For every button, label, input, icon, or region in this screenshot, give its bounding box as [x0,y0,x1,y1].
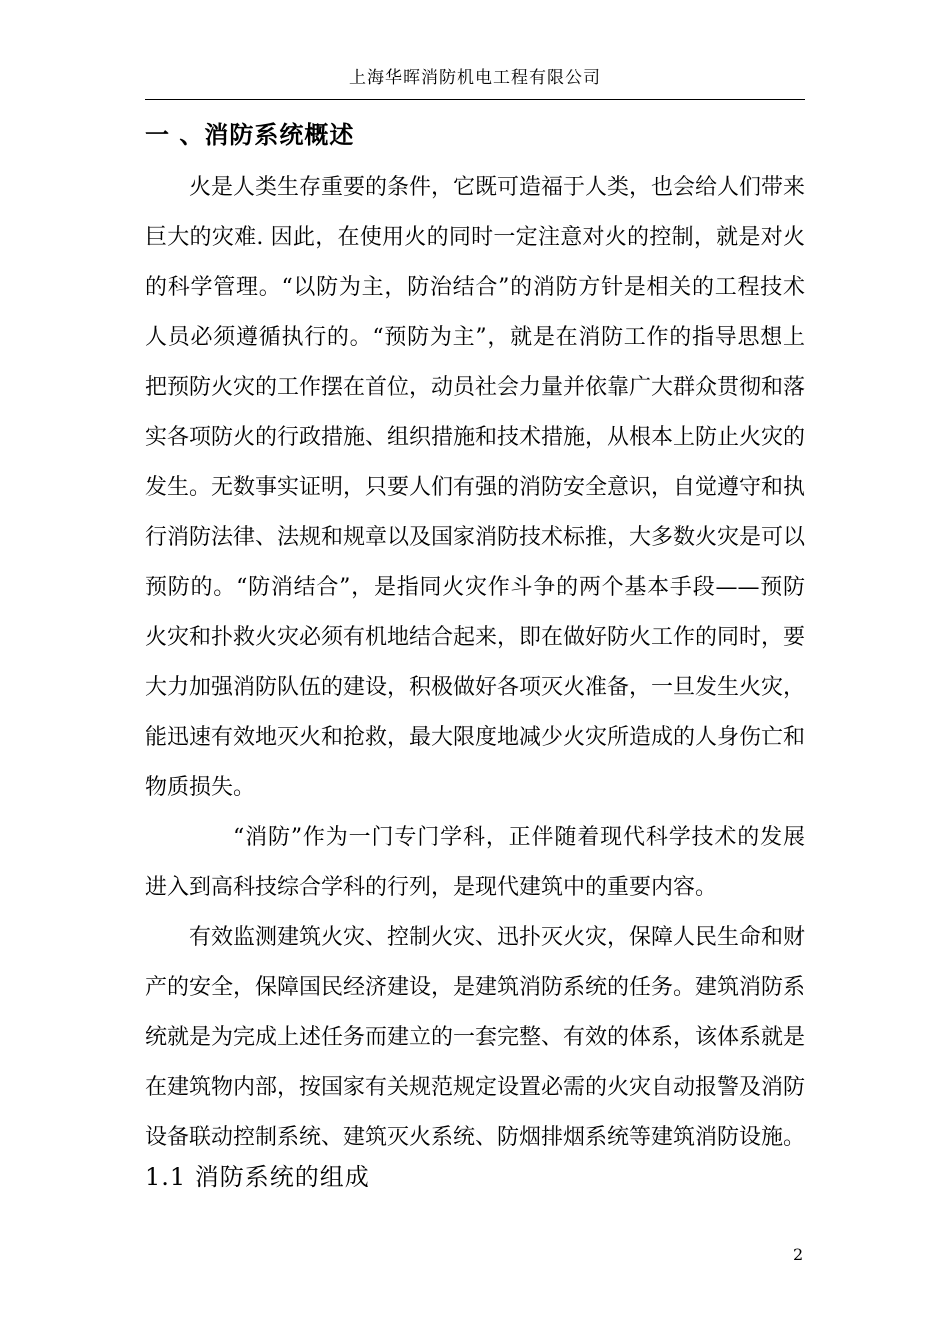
paragraph-fire-safety-policy: 火是人类生存重要的条件，它既可造福于人类，也会给人们带来巨大的灾难. 因此，在使用火的同时一定注意对火的控制，就是对火的科学管理。“以防为主，防治结合”的消防方针是相关的工程技术人员必须遵循执行的。“预防为主”，就是在消防工作的指导思想上把预防火灾的工作摆在首位，动员社会力量并依靠广大群众贯彻和落实各项防火的行政措施、组织措施和技术措施，从根本上防止火灾的发生。无数事实证明，只要人们有强的消防安全意识，自觉遵守和执行消防法律、法规和规章以及国家消防技术标推，大多数火灾是可以预防的。“防消结合”，是指同火灾作斗争的两个基本手段——预防火灾和扑救火灾必须有机地结合起来，即在做好防火工作的同时，要大力加强消防队伍的建设，积极做好各项灭火准备，一旦发生火灾，能迅速有效地灭火和抢救，最大限度地减少火灾所造成的人身伤亡和物质损失。 [145,175,806,800]
page-number: 2 [793,1245,804,1264]
page-header: 上海华晖消防机电工程有限公司 [349,68,601,88]
header-divider [145,99,805,100]
paragraph-fire-science: “消防”作为一门专门学科，正伴随着现代科学技术的发展进入到高科技综合学科的行列，是现代建筑中的重要内容。 [145,825,805,900]
section-heading: 一 、消防系统概述 [145,121,355,149]
paragraph-system-task: 有效监测建筑火灾、控制火灾、迅扑灭火灾，保障人民生命和财产的安全，保障国民经济建设，是建筑消防系统的任务。建筑消防系统就是为完成上述任务而建立的一套完整、有效的体系，该体系就是在建筑物内部，按国家有关规范规定设置必需的火灾自动报警及消防设备联动控制系统、建筑灭火系统、防烟排烟系统等建筑消防设施。 [145,925,806,1150]
subsection-heading: 1.1 消防系统的组成 [145,1163,370,1191]
